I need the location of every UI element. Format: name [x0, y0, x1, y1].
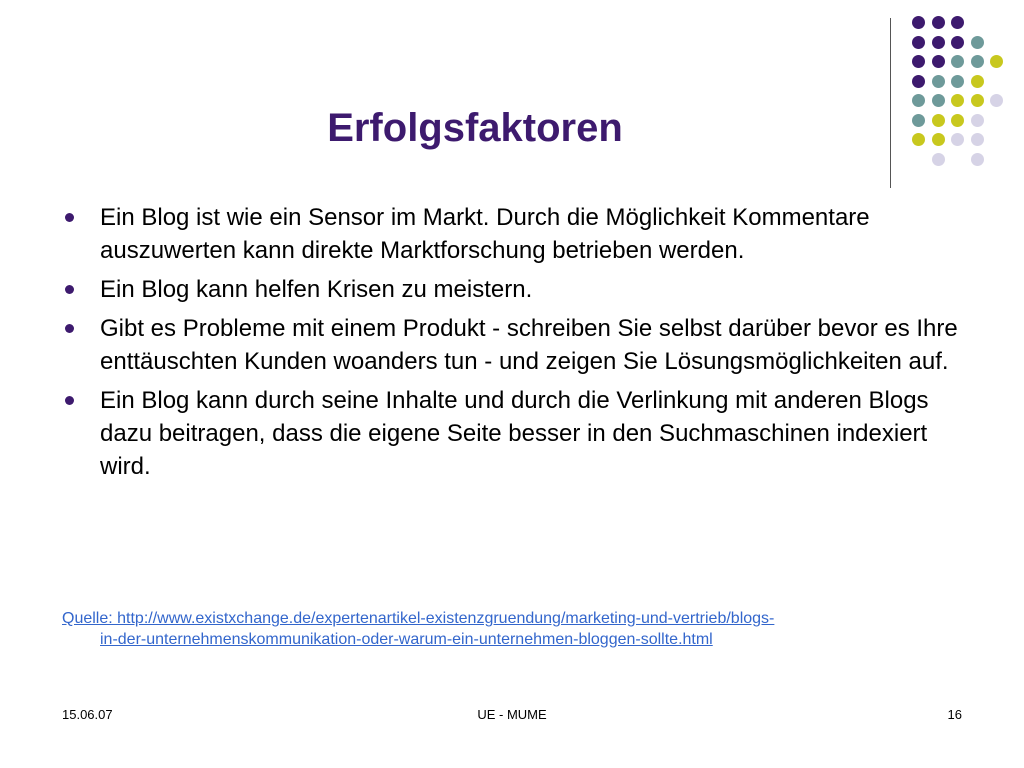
decorative-dot-icon — [951, 114, 964, 127]
bullet-dot-icon — [65, 324, 74, 333]
decorative-dot-icon — [990, 94, 1003, 107]
bullet-list — [62, 201, 962, 489]
bullet-dot-icon — [65, 396, 74, 405]
footer-date: 15.06.07 — [62, 707, 113, 722]
bullet-item — [62, 312, 962, 378]
decorative-dot-icon — [951, 36, 964, 49]
decorative-dot-icon — [932, 114, 945, 127]
slide-title: Erfolgsfaktoren — [327, 106, 623, 150]
decorative-dot-icon — [912, 55, 925, 68]
decorative-dot-icon — [990, 55, 1003, 68]
bullet-dot-icon — [65, 213, 74, 222]
decorative-dot-icon — [951, 133, 964, 146]
decorative-dot-icon — [932, 153, 945, 166]
decorative-dot-icon — [912, 114, 925, 127]
decorative-dot-icon — [971, 75, 984, 88]
decorative-dot-icon — [932, 55, 945, 68]
bullet-item — [62, 201, 962, 267]
decorative-dot-icon — [951, 75, 964, 88]
decorative-dot-icon — [932, 94, 945, 107]
bullet-text: Gibt es Probleme mit einem Produkt - schreiben Sie selbst darüber bevor es Ihre enttäuschten Kunden woanders tun - und zeigen Sie Lösungsmöglichkeiten auf. — [100, 315, 958, 375]
decorative-dot-icon — [971, 55, 984, 68]
decorative-dot-icon — [971, 36, 984, 49]
decorative-dot-icon — [912, 133, 925, 146]
footer-title: UE - MUME — [477, 707, 547, 722]
decorative-dot-icon — [932, 36, 945, 49]
bullet-item — [62, 384, 962, 483]
source-link-line1[interactable]: Quelle: http://www.existxchange.de/expertenartikel-existenzgruendung/marketing-und-vertrieb/blogs- — [62, 610, 775, 627]
decorative-dot-icon — [971, 153, 984, 166]
decorative-dot-icon — [951, 16, 964, 29]
bullet-item — [62, 273, 962, 306]
decorative-dot-icon — [951, 94, 964, 107]
decorative-dot-icon — [951, 55, 964, 68]
bullet-text: Ein Blog kann durch seine Inhalte und durch die Verlinkung mit anderen Blogs dazu beitragen, dass die eigene Seite besser in den Suchmaschinen indexiert wird. — [100, 387, 929, 480]
bullet-dot-icon — [65, 285, 74, 294]
decorative-dot-icon — [932, 16, 945, 29]
decorative-dot-icon — [971, 133, 984, 146]
bullet-text: Ein Blog kann helfen Krisen zu meistern. — [100, 276, 533, 303]
footer-page-number: 16 — [947, 707, 962, 722]
decorative-dot-icon — [932, 75, 945, 88]
decorative-dot-icon — [912, 94, 925, 107]
bullet-text: Ein Blog ist wie ein Sensor im Markt. Durch die Möglichkeit Kommentare auszuwerten kann direkte Marktforschung betrieben werden. — [100, 204, 870, 264]
decorative-dot-icon — [971, 114, 984, 127]
source-link-line2[interactable]: in-der-unternehmenskommunikation-oder-warum-ein-unternehmen-bloggen-sollte.html — [100, 631, 713, 648]
decorative-dot-icon — [912, 36, 925, 49]
decorative-dot-icon — [912, 75, 925, 88]
decorative-dot-icon — [932, 133, 945, 146]
decorative-dot-icon — [971, 94, 984, 107]
decorative-dot-icon — [912, 16, 925, 29]
decorative-dot-grid — [0, 0, 1024, 200]
source-link[interactable] — [62, 608, 962, 650]
